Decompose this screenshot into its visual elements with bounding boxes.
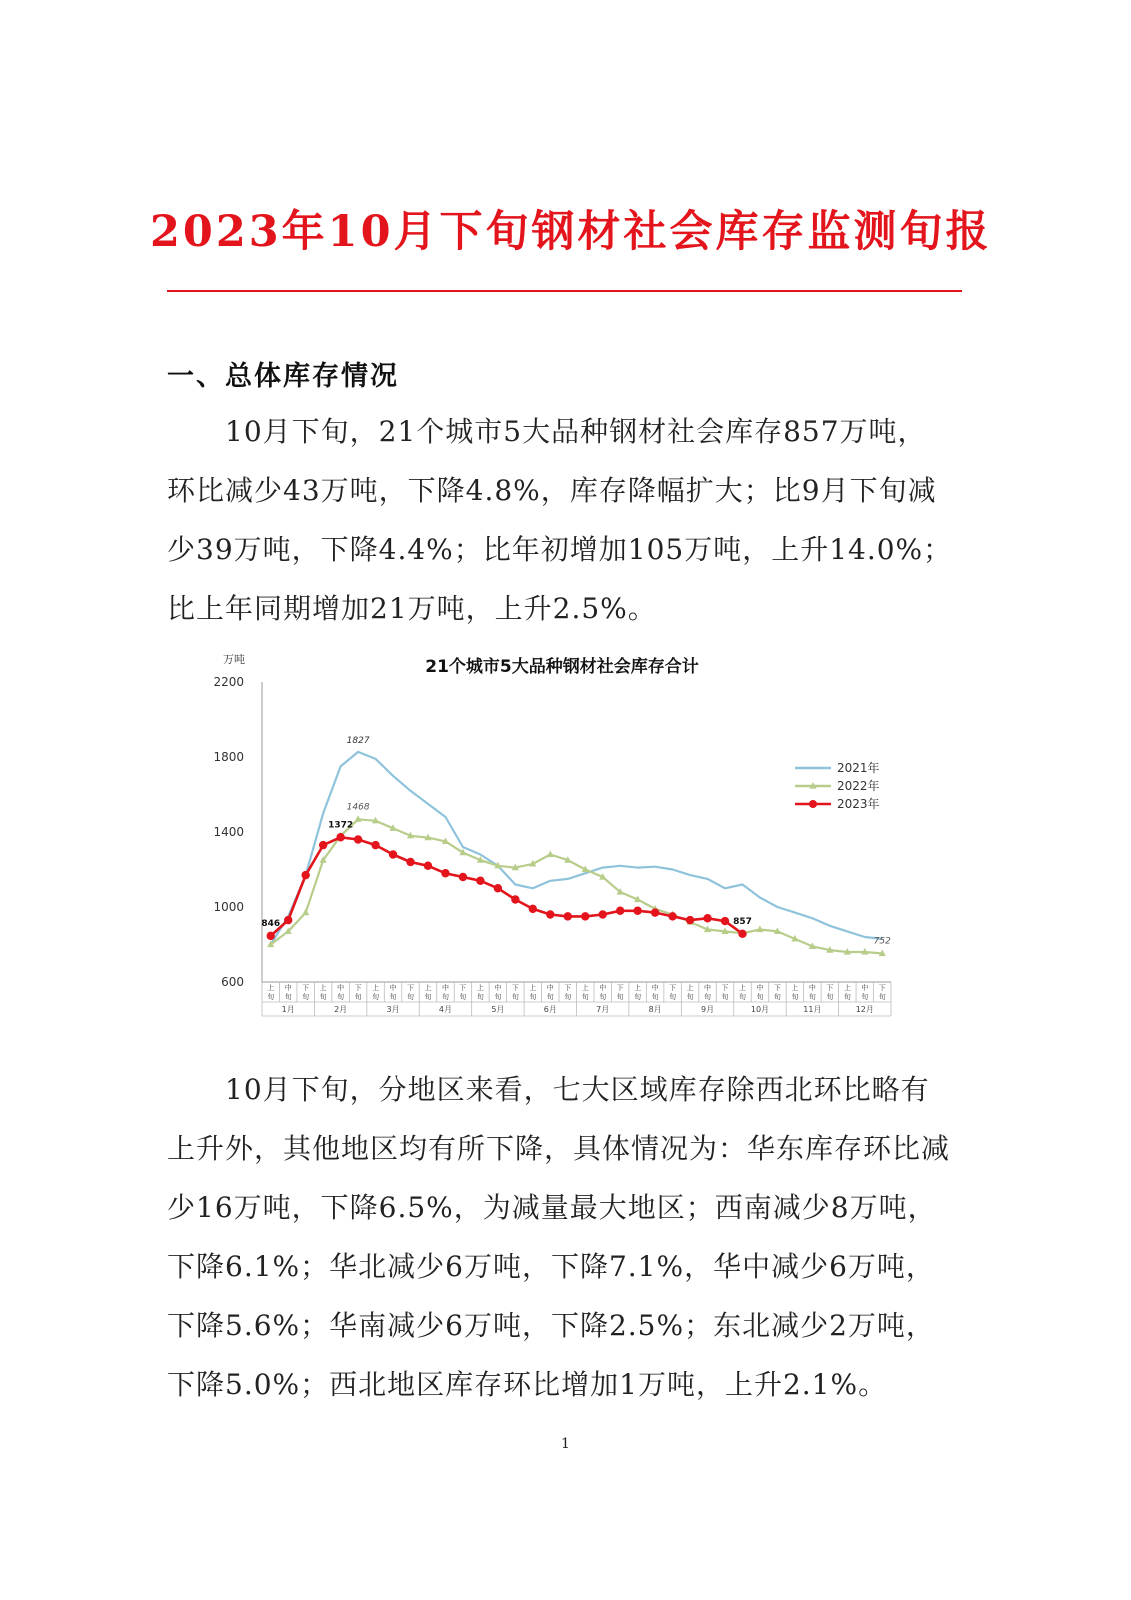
paragraph-line: 下降6.1%；华北减少6万吨，下降7.1%，华中减少6万吨， [167, 1250, 935, 1283]
data-point-2 [633, 907, 641, 915]
data-point-2 [371, 841, 379, 849]
x-tick-label-bottom: 旬 [826, 993, 834, 1001]
paragraph-regional-inventory [167, 1060, 967, 1414]
legend-label: 2022年 [837, 779, 880, 793]
data-point-2 [441, 869, 449, 877]
x-tick-label-top: 上 [738, 984, 746, 992]
x-tick-label-top: 下 [564, 984, 572, 992]
x-tick-label-bottom: 旬 [407, 993, 415, 1001]
data-point-2 [494, 884, 502, 892]
data-point-2 [301, 871, 309, 879]
x-tick-label-top: 下 [669, 984, 677, 992]
y-tick-label: 1400 [213, 825, 244, 839]
x-tick-label-top: 中 [599, 984, 607, 992]
x-tick-label-bottom: 旬 [354, 993, 362, 1001]
x-tick-label-top: 上 [843, 984, 851, 992]
data-point-2 [459, 873, 467, 881]
x-tick-label-top: 上 [581, 984, 589, 992]
x-tick-label-top: 中 [651, 984, 659, 992]
x-tick-label-bottom: 旬 [319, 993, 327, 1001]
x-tick-label-bottom: 旬 [424, 993, 432, 1001]
x-tick-label-top: 下 [354, 984, 362, 992]
x-tick-label-top: 下 [511, 984, 519, 992]
data-point-1 [547, 851, 554, 858]
paragraph-line: 少39万吨，下降4.4%；比年初增加105万吨，上升14.0%； [167, 533, 953, 566]
data-point-2 [668, 912, 676, 920]
data-label: 1468 [346, 802, 370, 813]
x-tick-label-top: 上 [686, 984, 694, 992]
x-tick-label-top: 中 [389, 984, 397, 992]
paragraph-line: 少16万吨，下降6.5%，为减量最大地区；西南减少8万吨， [167, 1191, 937, 1224]
data-point-2 [686, 916, 694, 924]
month-label: 6月 [543, 1005, 557, 1014]
x-tick-label-bottom: 旬 [669, 993, 677, 1001]
x-tick-label-top: 上 [267, 984, 275, 992]
x-tick-label-top: 上 [634, 984, 642, 992]
x-tick-label-bottom: 旬 [616, 993, 624, 1001]
y-tick-label: 600 [221, 975, 244, 989]
paragraph-line: 下降5.6%；华南减少6万吨，下降2.5%；东北减少2万吨， [167, 1309, 935, 1342]
x-tick-label-bottom: 旬 [756, 993, 764, 1001]
data-point-2 [738, 930, 746, 938]
month-label: 7月 [596, 1005, 610, 1014]
x-tick-label-top: 下 [302, 984, 310, 992]
x-tick-label-bottom: 旬 [546, 993, 554, 1001]
x-tick-label-bottom: 旬 [302, 993, 310, 1001]
x-tick-label-top: 中 [808, 984, 816, 992]
x-tick-label-top: 下 [878, 984, 886, 992]
x-tick-label-top: 上 [791, 984, 799, 992]
x-tick-label-bottom: 旬 [267, 993, 275, 1001]
data-point-2 [529, 905, 537, 913]
x-tick-label-bottom: 旬 [878, 993, 886, 1001]
x-tick-label-top: 下 [773, 984, 781, 992]
x-tick-label-bottom: 旬 [808, 993, 816, 1001]
data-point-2 [284, 916, 292, 924]
data-label: 1827 [346, 735, 370, 746]
data-point-2 [511, 895, 519, 903]
month-label: 12月 [855, 1005, 874, 1014]
data-point-2 [581, 912, 589, 920]
title-divider [167, 290, 962, 292]
x-tick-label-bottom: 旬 [599, 993, 607, 1001]
data-point-2 [721, 917, 729, 925]
x-tick-label-bottom: 旬 [686, 993, 694, 1001]
x-tick-label-bottom: 旬 [284, 993, 292, 1001]
data-label: 752 [873, 936, 891, 947]
month-label: 1月 [281, 1005, 295, 1014]
series-line-1 [271, 819, 883, 953]
x-tick-label-top: 上 [424, 984, 432, 992]
month-label: 11月 [803, 1005, 822, 1014]
data-point-2 [424, 862, 432, 870]
data-label: 846 [261, 918, 281, 929]
legend-label: 2021年 [837, 761, 880, 775]
data-label: 1372 [328, 820, 354, 831]
x-tick-label-top: 中 [494, 984, 502, 992]
x-tick-label-bottom: 旬 [459, 993, 467, 1001]
y-tick-label: 2200 [213, 675, 244, 689]
x-tick-label-top: 上 [476, 984, 484, 992]
x-tick-label-top: 下 [616, 984, 624, 992]
paragraph-line: 10月下旬，分地区来看，七大区域库存除西北环比略有 [225, 1073, 930, 1106]
month-label: 4月 [438, 1005, 453, 1014]
data-point-2 [389, 850, 397, 858]
y-axis-unit-label: 万吨 [223, 653, 245, 666]
paragraph-line: 比上年同期增加21万吨，上升2.5%。 [167, 592, 657, 625]
month-label: 8月 [648, 1005, 662, 1014]
x-tick-label-bottom: 旬 [441, 993, 449, 1001]
paragraph-total-inventory [167, 402, 967, 638]
x-tick-label-top: 中 [704, 984, 712, 992]
month-label: 3月 [386, 1005, 400, 1014]
data-point-2 [319, 841, 327, 849]
section-heading: 一、总体库存情况 [167, 361, 399, 392]
legend-marker [809, 800, 817, 808]
month-label: 10月 [750, 1005, 770, 1014]
paragraph-line: 上升外，其他地区均有所下降，具体情况为：华东库存环比减 [167, 1132, 951, 1165]
x-tick-label-bottom: 旬 [791, 993, 799, 1001]
x-tick-label-top: 上 [319, 984, 327, 992]
data-point-2 [564, 912, 572, 920]
x-tick-label-top: 中 [337, 984, 345, 992]
data-point-2 [267, 932, 275, 940]
x-tick-label-bottom: 旬 [494, 993, 502, 1001]
x-tick-label-bottom: 旬 [634, 993, 642, 1001]
x-tick-label-top: 中 [441, 984, 449, 992]
report-title: 2023年10月下旬钢材社会库存监测旬报 [150, 207, 992, 257]
inventory-line-chart [205, 650, 905, 1020]
x-tick-label-bottom: 旬 [651, 993, 659, 1001]
x-tick-label-top: 上 [529, 984, 537, 992]
x-tick-label-top: 中 [546, 984, 554, 992]
month-label: 2月 [334, 1005, 348, 1014]
x-tick-label-top: 上 [372, 984, 380, 992]
legend-label: 2023年 [837, 797, 880, 811]
paragraph-line: 环比减少43万吨，下降4.8%，库存降幅扩大；比9月下旬减 [167, 474, 937, 507]
x-tick-label-bottom: 旬 [511, 993, 519, 1001]
x-tick-label-bottom: 旬 [773, 993, 781, 1001]
data-point-2 [336, 833, 344, 841]
x-tick-label-top: 下 [826, 984, 834, 992]
x-tick-label-top: 下 [459, 984, 467, 992]
x-tick-label-bottom: 旬 [337, 993, 345, 1001]
month-label: 5月 [491, 1005, 505, 1014]
data-point-2 [476, 877, 484, 885]
data-point-2 [354, 835, 362, 843]
data-point-1 [302, 909, 309, 916]
x-tick-label-bottom: 旬 [721, 993, 729, 1001]
month-label: 9月 [700, 1005, 715, 1014]
x-tick-label-bottom: 旬 [843, 993, 851, 1001]
x-tick-label-top: 中 [861, 984, 869, 992]
data-label: 857 [733, 916, 752, 927]
page-number: 1 [561, 1436, 570, 1452]
data-point-2 [616, 907, 624, 915]
data-point-2 [599, 910, 607, 918]
paragraph-line: 下降5.0%；西北地区库存环比增加1万吨，上升2.1%。 [167, 1368, 888, 1401]
data-point-2 [406, 858, 414, 866]
series-line-2 [271, 837, 743, 936]
data-point-2 [651, 908, 659, 916]
x-tick-label-bottom: 旬 [564, 993, 572, 1001]
x-tick-label-top: 下 [407, 984, 415, 992]
data-point-2 [546, 910, 554, 918]
x-tick-label-top: 中 [284, 984, 292, 992]
chart-title: 21个城市5大品种钢材社会库存合计 [425, 657, 699, 677]
x-tick-label-bottom: 旬 [704, 993, 712, 1001]
paragraph-line: 10月下旬，21个城市5大品种钢材社会库存857万吨， [225, 415, 927, 448]
data-point-2 [703, 914, 711, 922]
y-tick-label: 1800 [213, 750, 244, 764]
x-tick-label-bottom: 旬 [738, 993, 746, 1001]
x-tick-label-bottom: 旬 [372, 993, 380, 1001]
x-tick-label-bottom: 旬 [529, 993, 537, 1001]
x-tick-label-bottom: 旬 [389, 993, 397, 1001]
x-tick-label-bottom: 旬 [861, 993, 869, 1001]
x-tick-label-top: 中 [756, 984, 764, 992]
x-tick-label-top: 下 [721, 984, 729, 992]
x-tick-label-bottom: 旬 [476, 993, 484, 1001]
y-tick-label: 1000 [213, 900, 244, 914]
x-tick-label-bottom: 旬 [581, 993, 589, 1001]
